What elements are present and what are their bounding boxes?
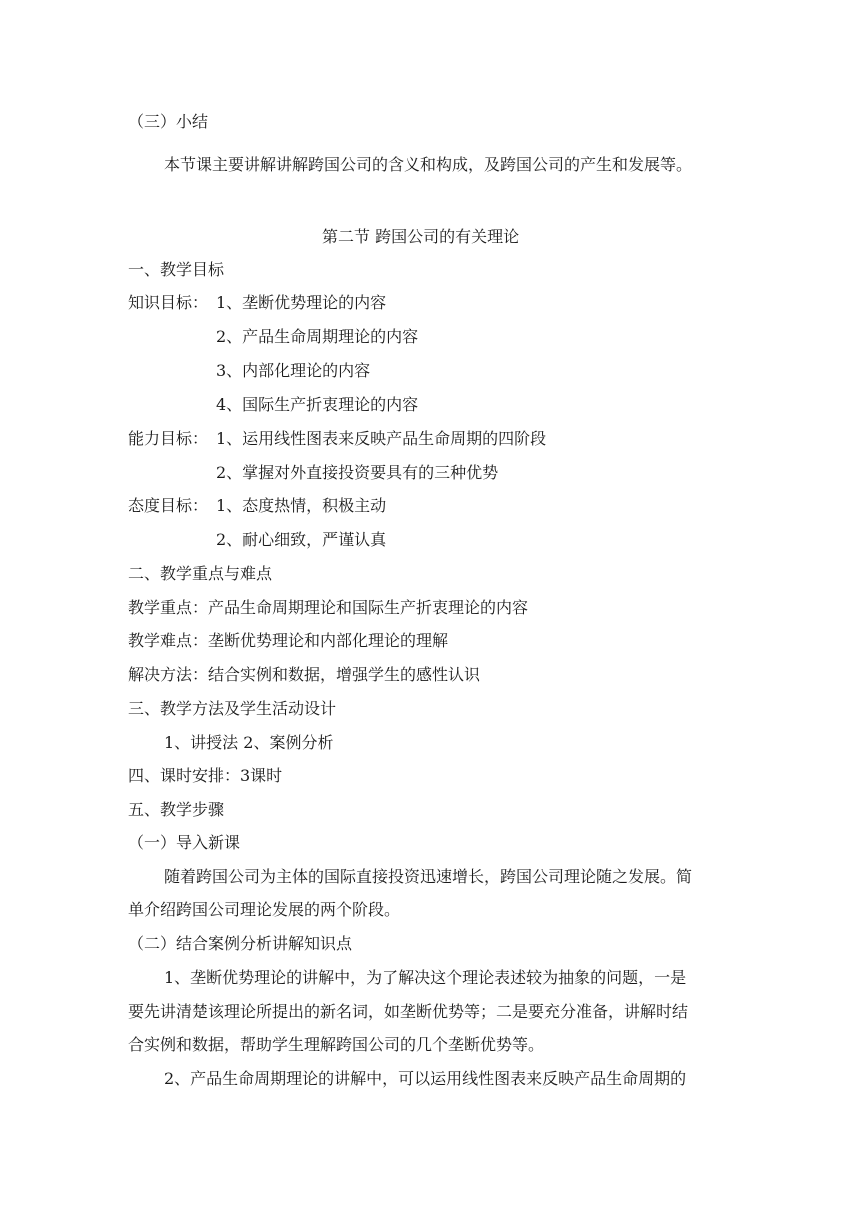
heading-steps: 五、教学步骤 [128, 800, 225, 819]
knowledge-item: 1、垄断优势理论的内容 [216, 293, 387, 312]
summary-text: 本节课主要讲解讲解跨国公司的含义和构成，及跨国公司的产生和发展等。 [164, 155, 693, 174]
ability-item: 1、运用线性图表来反映产品生命周期的四阶段 [216, 429, 547, 448]
methods-list: 1、讲授法 2、案例分析 [164, 733, 334, 752]
attitude-item: 2、耐心细致，严谨认真 [216, 530, 387, 549]
heading-key-points: 二、教学重点与难点 [128, 564, 273, 583]
step2-heading: （二）结合案例分析讲解知识点 [128, 934, 353, 953]
step1-heading: （一）导入新课 [128, 833, 241, 852]
knowledge-item: 2、产品生命周期理论的内容 [216, 327, 419, 346]
attitude-label: 态度目标： [128, 496, 209, 515]
attitude-item: 1、态度热情，积极主动 [216, 496, 387, 515]
solution: 解决方法：结合实例和数据，增强学生的感性认识 [128, 665, 481, 684]
heading-hours: 四、课时安排：3课时 [128, 766, 283, 785]
paragraph-line: 合实例和数据，帮助学生理解跨国公司的几个垄断优势等。 [128, 1035, 545, 1054]
difficulty: 教学难点：垄断优势理论和内部化理论的理解 [128, 631, 449, 650]
paragraph-line: 随着跨国公司为主体的国际直接投资迅速增长，跨国公司理论随之发展。简 [164, 867, 693, 886]
ability-label: 能力目标： [128, 429, 209, 448]
key-point: 教学重点：产品生命周期理论和国际生产折衷理论的内容 [128, 598, 529, 617]
ability-item: 2、掌握对外直接投资要具有的三种优势 [216, 463, 499, 482]
paragraph-line: 1、垄断优势理论的讲解中，为了解决这个理论表述较为抽象的问题，一是 [164, 968, 687, 987]
knowledge-item: 4、国际生产折衷理论的内容 [216, 395, 419, 414]
heading-methods: 三、教学方法及学生活动设计 [128, 699, 337, 718]
paragraph-line: 单介绍跨国公司理论发展的两个阶段。 [128, 900, 401, 919]
heading-goals: 一、教学目标 [128, 260, 225, 279]
paragraph-line: 要先讲清楚该理论所提出的新名词，如垄断优势等；二是要充分准备，讲解时结 [128, 1002, 689, 1021]
section-title: 第二节 跨国公司的有关理论 [322, 227, 520, 246]
summary-heading: （三）小结 [128, 112, 209, 131]
knowledge-item: 3、内部化理论的内容 [216, 361, 371, 380]
paragraph-line: 2、产品生命周期理论的讲解中，可以运用线性图表来反映产品生命周期的 [164, 1069, 687, 1088]
knowledge-label: 知识目标： [128, 293, 209, 312]
